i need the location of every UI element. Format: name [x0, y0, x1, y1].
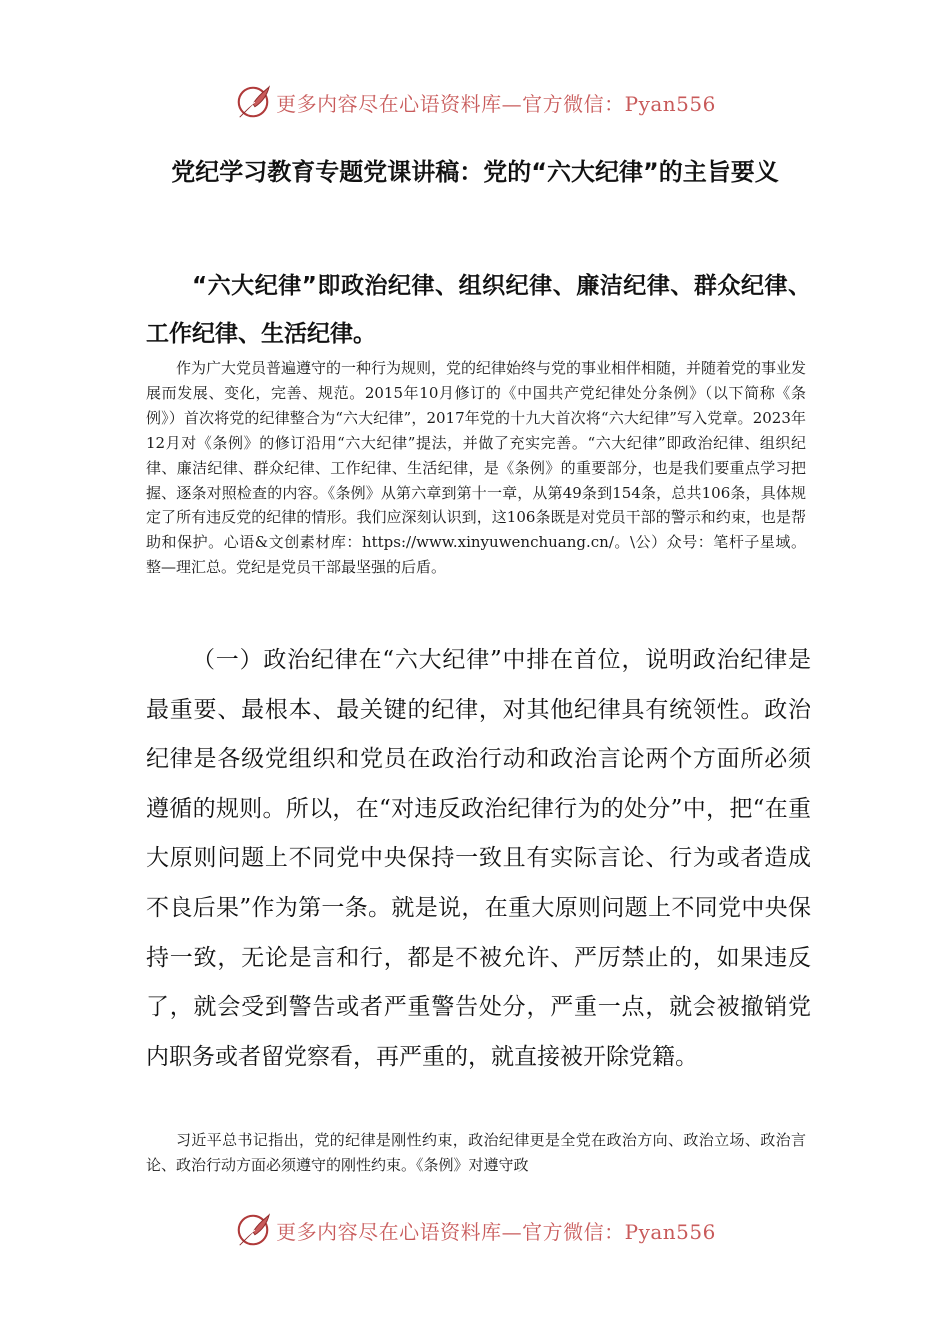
- watermark-banner-top: [0, 82, 950, 122]
- feather-pen-logo-icon: [234, 1211, 272, 1249]
- document-title: 党纪学习教育专题党课讲稿：党的“六大纪律”的主旨要义: [171, 158, 779, 186]
- body-paragraph-rigid-constraint: 习近平总书记指出，党的纪律是刚性约束，政治纪律更是全党在政治方向、政治立场、政治言论、政治行动方面必须遵守的刚性约束。《条例》对遵守政: [146, 1131, 806, 1174]
- body-paragraph-political-discipline: （一）政治纪律在“六大纪律”中排在首位，说明政治纪律是最重要、最根本、最关键的纪律，对其他纪律具有统领性。政治纪律是各级党组织和党员在政治行动和政治言论两个方面所必须遵循的规则。所以，在“对违反政治纪律行为的处分”中，把“在重大原则问题上不同党中央保持一致且有实际言论、行为或者造成不良后果”作为第一条。就是说，在重大原则问题上不同党中央保持一致，无论是言和行，都是不被允许、严厉禁止的，如果违反了，就会受到警告或者严重警告处分，严重一点，就会被撤销党内职务或者留党察看，再严重的，就直接被开除党籍。: [146, 647, 811, 1070]
- feather-pen-logo-icon: [234, 83, 272, 121]
- watermark-text: 更多内容尽在心语资料库—官方微信：Pyan556: [276, 1219, 716, 1244]
- section-heading: “六大纪律”即政治纪律、组织纪律、廉洁纪律、群众纪律、工作纪律、生活纪律。: [146, 273, 811, 347]
- watermark-text: 更多内容尽在心语资料库—官方微信：Pyan556: [276, 91, 716, 116]
- body-paragraph-intro: 作为广大党员普遍遵守的一种行为规则，党的纪律始终与党的事业相伴相随，并随着党的事业发展而发展、变化，完善、规范。2015年10月修订的《中国共产党纪律处分条例》（以下简称《条例》）首次将党的纪律整合为“六大纪律”，2017年党的十九大首次将“六大纪律”写入党章。2023年12月对《条例》的修订沿用“六大纪律”提法，并做了充实完善。“六大纪律”即政治纪律、组织纪律、廉洁纪律、群众纪律、工作纪律、生活纪律，是《条例》的重要部分，也是我们要重点学习把握、逐条对照检查的内容。《条例》从第六章到第十一章，从第49条到154条，总共106条，具体规定了所有违反党的纪律的情形。我们应深刻认识到，这106条既是对党员干部的警示和约束，也是帮助和保护。心语&文创素材库：https://www.xinyuwenchuang.cn/。\公）众号：笔杆子星域。整—理汇总。党纪是党员干部最坚强的后盾。: [146, 359, 807, 577]
- watermark-banner-bottom: [0, 1210, 950, 1250]
